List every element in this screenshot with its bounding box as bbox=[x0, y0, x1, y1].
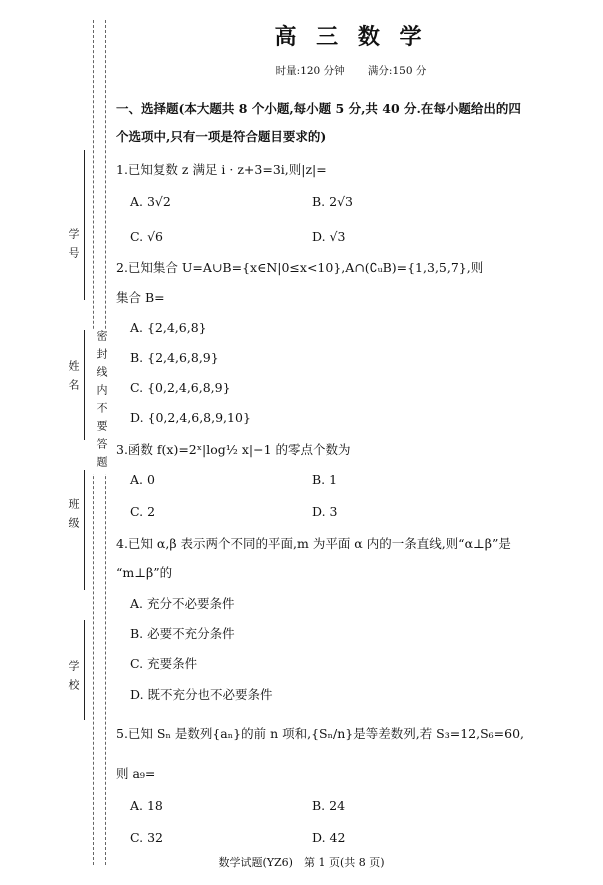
seal-notice: 密封线内不要答题 bbox=[95, 330, 108, 474]
question-5-stem-cont: 则 a₉= bbox=[116, 766, 156, 781]
question-5-option-c: C. 32 bbox=[130, 830, 163, 845]
school-label: 学校 bbox=[67, 660, 80, 698]
question-2-stem: 2.已知集合 U=A∪B={x∈N|0≤x<10},A∩(∁ᵤB)={1,3,5,7},则 bbox=[116, 260, 484, 275]
section-title-cont: 个选项中,只有一项是符合题目要求的) bbox=[116, 129, 327, 144]
question-4-option-c: C. 充要条件 bbox=[130, 656, 198, 671]
question-4-stem: 4.已知 α,β 表示两个不同的平面,m 为平面 α 内的一条直线,则“α⊥β”是 bbox=[116, 536, 511, 551]
section-title: 一、选择题(本大题共 8 个小题,每小题 5 分,共 40 分.在每小题给出的四 bbox=[116, 101, 521, 116]
question-1-option-c: C. √6 bbox=[130, 229, 163, 244]
question-5-option-a: A. 18 bbox=[130, 798, 163, 813]
exam-meta bbox=[116, 63, 586, 78]
question-5-stem: 5.已知 Sₙ 是数列{aₙ}的前 n 项和,{Sₙ/n}是等差数列,若 S₃=12,S₆=60, bbox=[116, 726, 525, 741]
question-1-option-a: A. 3√2 bbox=[130, 194, 171, 209]
question-3-option-d: D. 3 bbox=[312, 504, 338, 519]
name-label: 姓名 bbox=[67, 360, 80, 398]
question-4-option-a: A. 充分不必要条件 bbox=[130, 596, 235, 611]
question-2-option-c: C. {0,2,4,6,8,9} bbox=[130, 380, 231, 395]
question-2-option-b: B. {2,4,6,8,9} bbox=[130, 350, 219, 365]
class-line bbox=[84, 470, 85, 590]
question-1-option-b: B. 2√3 bbox=[312, 194, 354, 209]
question-1-option-d: D. √3 bbox=[312, 229, 346, 244]
question-4-option-d: D. 既不充分也不必要条件 bbox=[130, 687, 273, 702]
question-3-option-b: B. 1 bbox=[312, 472, 338, 487]
question-5-option-b: B. 24 bbox=[312, 798, 346, 813]
question-3-option-a: A. 0 bbox=[130, 472, 155, 487]
page-footer: 数学试题(YZ6) 第 1 页(共 8 页) bbox=[218, 856, 385, 869]
question-2-option-a: A. {2,4,6,8} bbox=[130, 320, 207, 335]
question-5-option-d: D. 42 bbox=[312, 830, 346, 845]
student-id-line bbox=[84, 150, 85, 300]
full-score: 满分:150 分 bbox=[367, 65, 427, 77]
student-id-label: 学号 bbox=[67, 228, 80, 266]
time-limit: 时量:120 分钟 bbox=[275, 65, 345, 77]
question-3-option-c: C. 2 bbox=[130, 504, 156, 519]
question-2-stem-cont: 集合 B= bbox=[116, 290, 165, 305]
question-2-option-d: D. {0,2,4,6,8,9,10} bbox=[130, 410, 251, 425]
school-line bbox=[84, 620, 85, 720]
question-1-stem: 1.已知复数 z 满足 i · z+3=3i,则|z|= bbox=[116, 162, 327, 177]
class-label: 班级 bbox=[67, 498, 80, 536]
exam-title: 高 三 数 学 bbox=[274, 24, 428, 50]
question-4-option-b: B. 必要不充分条件 bbox=[130, 626, 235, 641]
question-4-stem-cont: “m⊥β”的 bbox=[116, 565, 173, 580]
name-line bbox=[84, 330, 85, 440]
question-3-stem: 3.函数 f(x)=2ˣ|log½ x|−1 的零点个数为 bbox=[116, 442, 351, 457]
